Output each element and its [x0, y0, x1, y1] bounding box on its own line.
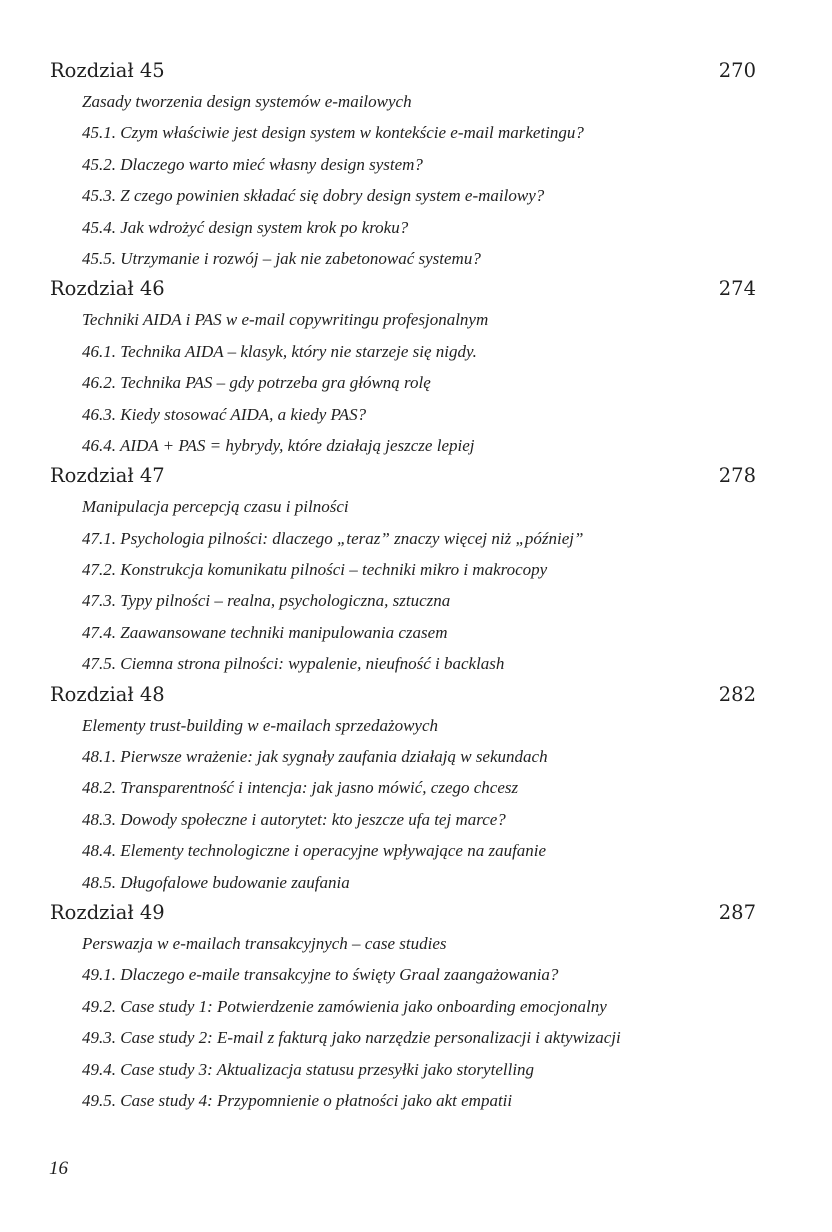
chapter-45	[50, 56, 756, 274]
section-entry: 49.4. Case study 3: Aktualizacja statusu przesyłki jako storytelling	[82, 1059, 535, 1079]
section-entry: 45.3. Z czego powinien składać się dobry design system e-mailowy?	[82, 186, 545, 206]
section-entry: 45.4. Jak wdrożyć design system krok po kroku?	[82, 217, 409, 237]
section-entry: 49.3. Case study 2: E-mail z fakturą jako narzędzie personalizacji i aktywizacji	[82, 1028, 621, 1048]
chapter-47	[50, 461, 756, 679]
section-entry: 46.4. AIDA + PAS = hybrydy, które działają jeszcze lepiej	[82, 435, 475, 455]
chapter-title: Manipulacja percepcją czasu i pilności	[82, 497, 349, 517]
chapter-heading	[50, 898, 756, 928]
section-entry: 48.2. Transparentność i intencja: jak jasno mówić, czego chcesz	[82, 778, 519, 798]
section-entry: 47.3. Typy pilności – realna, psychologiczna, sztuczna	[82, 591, 451, 611]
section-entry: 45.2. Dlaczego warto mieć własny design system?	[82, 154, 423, 174]
chapter-title: Perswazja w e-mailach transakcyjnych – case studies	[82, 933, 447, 953]
page-number: 16	[49, 1158, 68, 1179]
chapter-page-number: 270	[718, 59, 756, 82]
section-entry: 48.4. Elementy technologiczne i operacyjne wpływające na zaufanie	[82, 841, 547, 861]
section-entry: 49.5. Case study 4: Przypomnienie o płatności jako akt empatii	[82, 1090, 513, 1110]
chapter-label: Rozdział 49	[50, 900, 165, 924]
chapter-label: Rozdział 45	[50, 59, 165, 82]
section-entry: 47.2. Konstrukcja komunikatu pilności – techniki mikro i makrocopy	[82, 560, 548, 580]
chapter-page-number: 282	[718, 682, 756, 706]
chapter-page-number: 287	[718, 900, 756, 924]
chapter-page-number: 274	[718, 277, 756, 301]
chapter-label: Rozdział 46	[50, 277, 165, 301]
section-entry: 45.5. Utrzymanie i rozwój – jak nie zabetonować systemu?	[82, 248, 481, 268]
chapter-46	[50, 274, 756, 461]
section-entry: 48.1. Pierwsze wrażenie: jak sygnały zaufania działają w sekundach	[82, 747, 548, 767]
chapter-heading	[50, 461, 756, 491]
chapter-page-number: 278	[718, 464, 756, 488]
section-entry: 47.4. Zaawansowane techniki manipulowania czasem	[82, 622, 448, 642]
section-entry: 45.1. Czym właściwie jest design system w kontekście e-mail marketingu?	[82, 123, 584, 143]
chapter-48	[50, 680, 756, 898]
section-entry: 46.1. Technika AIDA – klasyk, który nie starzeje się nigdy.	[82, 341, 477, 361]
chapter-label: Rozdział 48	[50, 682, 165, 706]
chapter-heading	[50, 680, 756, 710]
chapter-49	[50, 898, 756, 1116]
section-entry: 47.1. Psychologia pilności: dlaczego „teraz” znaczy więcej niż „później”	[82, 528, 584, 548]
chapter-label: Rozdział 47	[50, 464, 165, 488]
chapter-title: Zasady tworzenia design systemów e-mailowych	[82, 92, 412, 111]
section-entry: 46.2. Technika PAS – gdy potrzeba gra główną rolę	[82, 373, 431, 393]
chapter-heading	[50, 56, 756, 86]
section-entry: 49.1. Dlaczego e-maile transakcyjne to święty Graal zaangażowania?	[82, 965, 559, 985]
chapter-heading	[50, 274, 756, 304]
table-of-contents	[50, 56, 756, 1116]
section-entry: 47.5. Ciemna strona pilności: wypalenie, nieufność i backlash	[82, 654, 505, 674]
section-entry: 46.3. Kiedy stosować AIDA, a kiedy PAS?	[82, 404, 367, 424]
section-entry: 49.2. Case study 1: Potwierdzenie zamówienia jako onboarding emocjonalny	[82, 996, 607, 1016]
chapter-title: Elementy trust-building w e-mailach sprzedażowych	[82, 715, 439, 735]
section-entry: 48.5. Długofalowe budowanie zaufania	[82, 872, 350, 892]
section-entry: 48.3. Dowody społeczne i autorytet: kto jeszcze ufa tej marce?	[82, 809, 506, 829]
chapter-title: Techniki AIDA i PAS w e-mail copywritingu profesjonalnym	[82, 310, 489, 330]
